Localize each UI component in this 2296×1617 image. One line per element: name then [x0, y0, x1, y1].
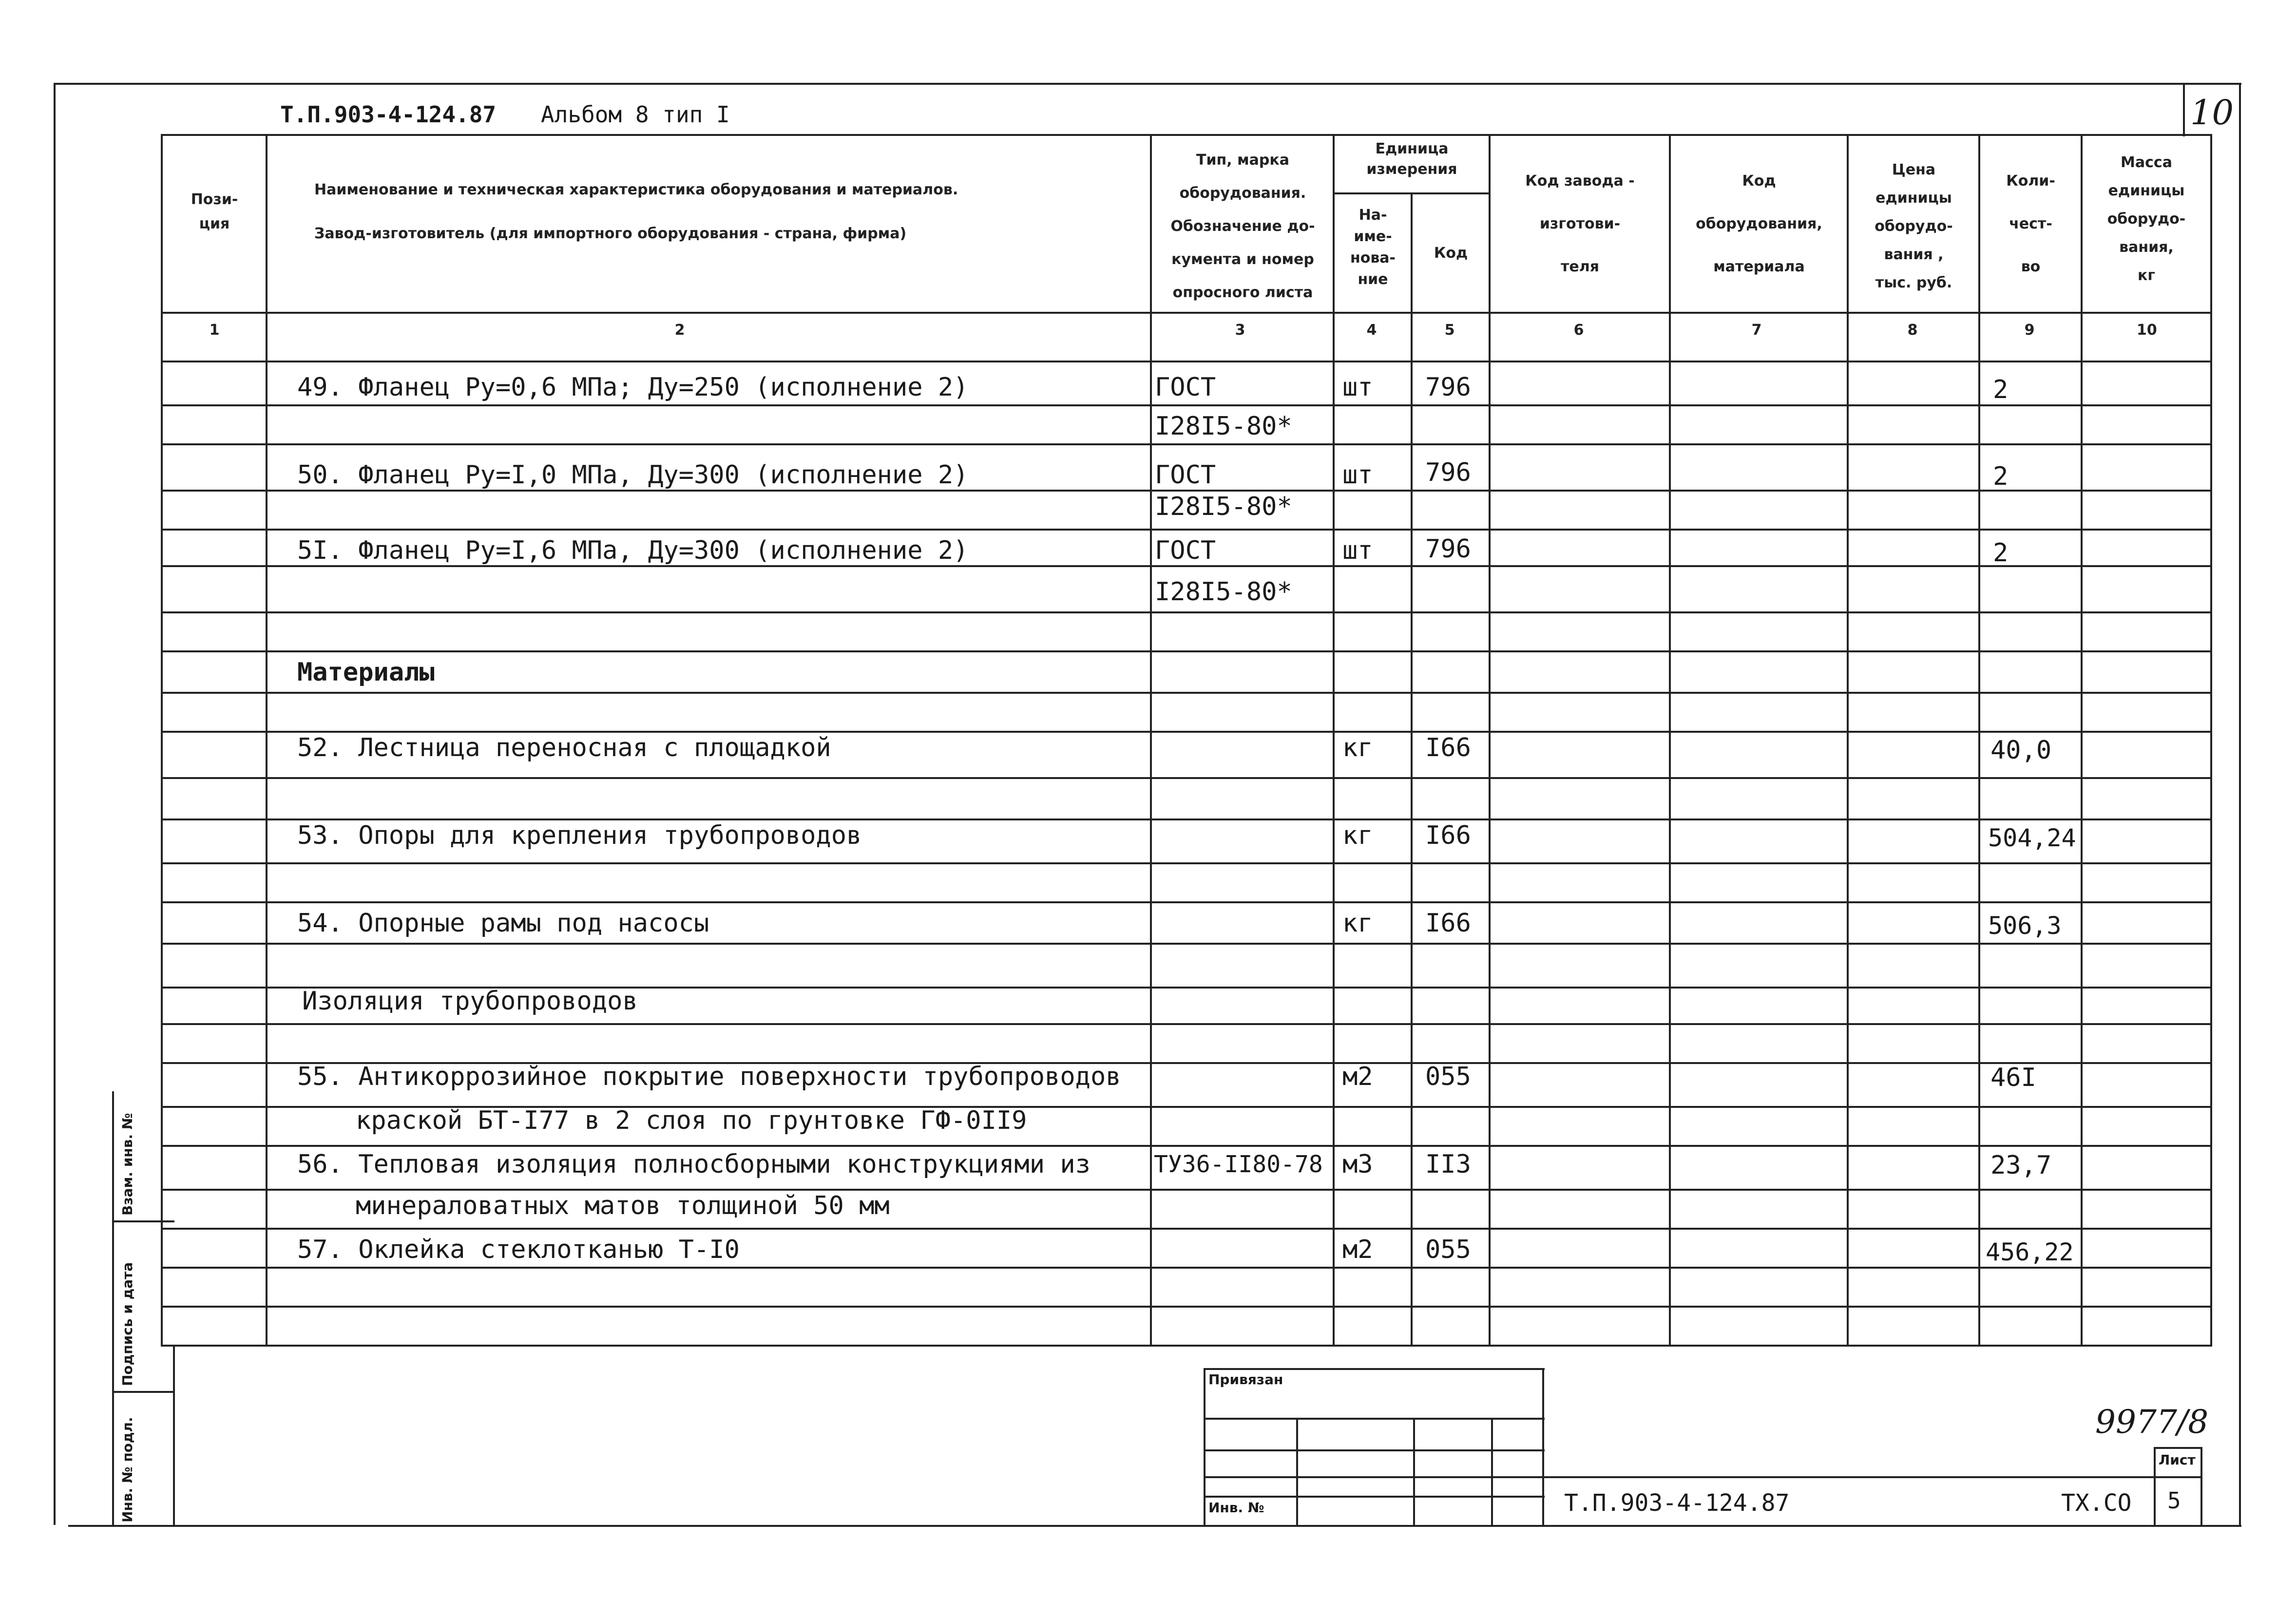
row-unit: м3	[1342, 1150, 1373, 1179]
row-name: минераловатных матов толщиной 50 мм	[356, 1191, 890, 1220]
row-code: I66	[1425, 909, 1471, 938]
row-qty: 2	[1993, 538, 2009, 568]
row-qty: 2	[1993, 375, 2009, 404]
page-number: 10	[2190, 93, 2234, 133]
row-type: ГОСТ	[1155, 460, 1216, 490]
col-number-10: 10	[2137, 322, 2157, 339]
row-code: 796	[1425, 373, 1471, 402]
col-header-name-line1: Наименование и техническая характеристика оборудования и материалов.	[314, 181, 958, 198]
row-type: ТУ36-II80-78	[1154, 1151, 1323, 1178]
row-name: 54. Опорные рамы под насосы	[297, 909, 709, 938]
row-name: 50. Фланец Ру=I,0 МПа, Ду=300 (исполнение 2)	[297, 460, 969, 490]
page-number-divider	[2183, 83, 2185, 136]
col-number-6: 6	[1573, 322, 1584, 339]
row-unit: шт	[1342, 460, 1373, 490]
row-unit: кг	[1342, 909, 1373, 938]
side-stamp-replaces-inv: Взам. инв. №	[119, 1113, 135, 1216]
row-unit: кг	[1342, 821, 1373, 850]
row-unit: кг	[1342, 733, 1373, 762]
col-header-position: Пози- ция	[191, 191, 238, 232]
col-number-2: 2	[674, 322, 685, 339]
row-type: ГОСТ	[1155, 536, 1216, 565]
row-name: 56. Тепловая изоляция полносборными конструкциями из	[297, 1150, 1091, 1179]
row-code: 055	[1425, 1062, 1471, 1091]
row-name: 53. Опоры для крепления трубопроводов	[297, 821, 862, 850]
col-number-3: 3	[1235, 322, 1245, 339]
row-unit: шт	[1342, 373, 1373, 402]
header-album: Альбом 8 тип I	[541, 101, 730, 128]
side-stamp-signature-date: Подпись и дата	[119, 1262, 135, 1386]
row-code: 055	[1425, 1235, 1471, 1264]
row-code: I66	[1425, 733, 1471, 762]
row-qty: 506,3	[1988, 912, 2062, 940]
row-qty: 46I	[1990, 1063, 2036, 1092]
row-type: ГОСТ	[1155, 373, 1216, 402]
row-type: I28I5-80*	[1155, 412, 1292, 441]
row-name: 52. Лестница переносная с площадкой	[297, 733, 831, 762]
col-header-unit: Единица измерения	[1366, 140, 1457, 178]
row-name: 55. Антикоррозийное покрытие поверхности трубопроводов	[297, 1062, 1121, 1091]
row-code: I66	[1425, 821, 1471, 850]
order-number: 9977/8	[2095, 1403, 2209, 1441]
row-code: II3	[1425, 1150, 1471, 1179]
col-header-type: Тип, марка оборудования. Обозначение до- кумента и номер опросного листа	[1170, 152, 1315, 301]
col-header-equipment-code: Код оборудования, материала	[1696, 172, 1822, 275]
col-number-4: 4	[1366, 322, 1377, 339]
document-mark: ТХ.СО	[2061, 1489, 2132, 1517]
row-type: I28I5-80*	[1155, 577, 1292, 607]
row-unit: м2	[1342, 1062, 1373, 1091]
row-name: 49. Фланец Ру=0,6 МПа; Ду=250 (исполнение 2)	[297, 373, 969, 402]
col-number-9: 9	[2024, 322, 2035, 339]
col-header-mass: Масса единицы оборудо- вания, кг	[2107, 154, 2186, 284]
row-name: 57. Оклейка стеклотканью Т-I0	[297, 1235, 740, 1264]
sheet-label: Лист	[2159, 1452, 2196, 1468]
col-number-5: 5	[1444, 322, 1455, 339]
col-header-unit-name: На- име- нова- ние	[1350, 207, 1396, 288]
row-qty: 2	[1993, 462, 2009, 491]
row-unit: шт	[1342, 536, 1373, 565]
attached-label: Привязан	[1208, 1371, 1283, 1388]
row-code: 796	[1425, 534, 1471, 564]
inv-no-label: Инв. №	[1208, 1500, 1264, 1516]
row-name: краской БТ-I77 в 2 слоя по грунтовке ГФ-0II9	[356, 1106, 1027, 1135]
col-header-price: Цена единицы оборудо- вания , тыс. руб.	[1875, 161, 1953, 291]
section-title-materials: Материалы	[297, 658, 435, 687]
col-header-plant-code: Код завода - изготови- теля	[1525, 172, 1635, 275]
footer-doc-code: Т.П.903-4-124.87	[1564, 1489, 1790, 1517]
col-number-1: 1	[209, 322, 220, 339]
row-unit: м2	[1342, 1235, 1373, 1264]
col-number-8: 8	[1907, 322, 1918, 339]
row-qty: 456,22	[1986, 1238, 2074, 1266]
col-header-unit-code: Код	[1434, 245, 1468, 262]
header-doc-code: Т.П.903-4-124.87	[280, 101, 497, 128]
sheet-number: 5	[2167, 1487, 2181, 1514]
col-header-name-line2: Завод-изготовитель (для импортного оборудования - страна, фирма)	[314, 225, 907, 242]
row-code: 796	[1425, 458, 1471, 487]
row-name: 5I. Фланец Ру=I,6 МПа, Ду=300 (исполнение 2)	[297, 536, 969, 565]
row-qty: 504,24	[1988, 824, 2076, 852]
side-stamp-inv-orig: Инв. № подл.	[119, 1417, 135, 1522]
col-number-7: 7	[1751, 322, 1762, 339]
row-type: I28I5-80*	[1155, 492, 1292, 521]
row-qty: 23,7	[1990, 1151, 2052, 1180]
section-title-insulation: Изоляция трубопроводов	[302, 987, 638, 1016]
row-qty: 40,0	[1990, 736, 2052, 765]
col-header-quantity: Коли- чест- во	[2006, 172, 2055, 275]
